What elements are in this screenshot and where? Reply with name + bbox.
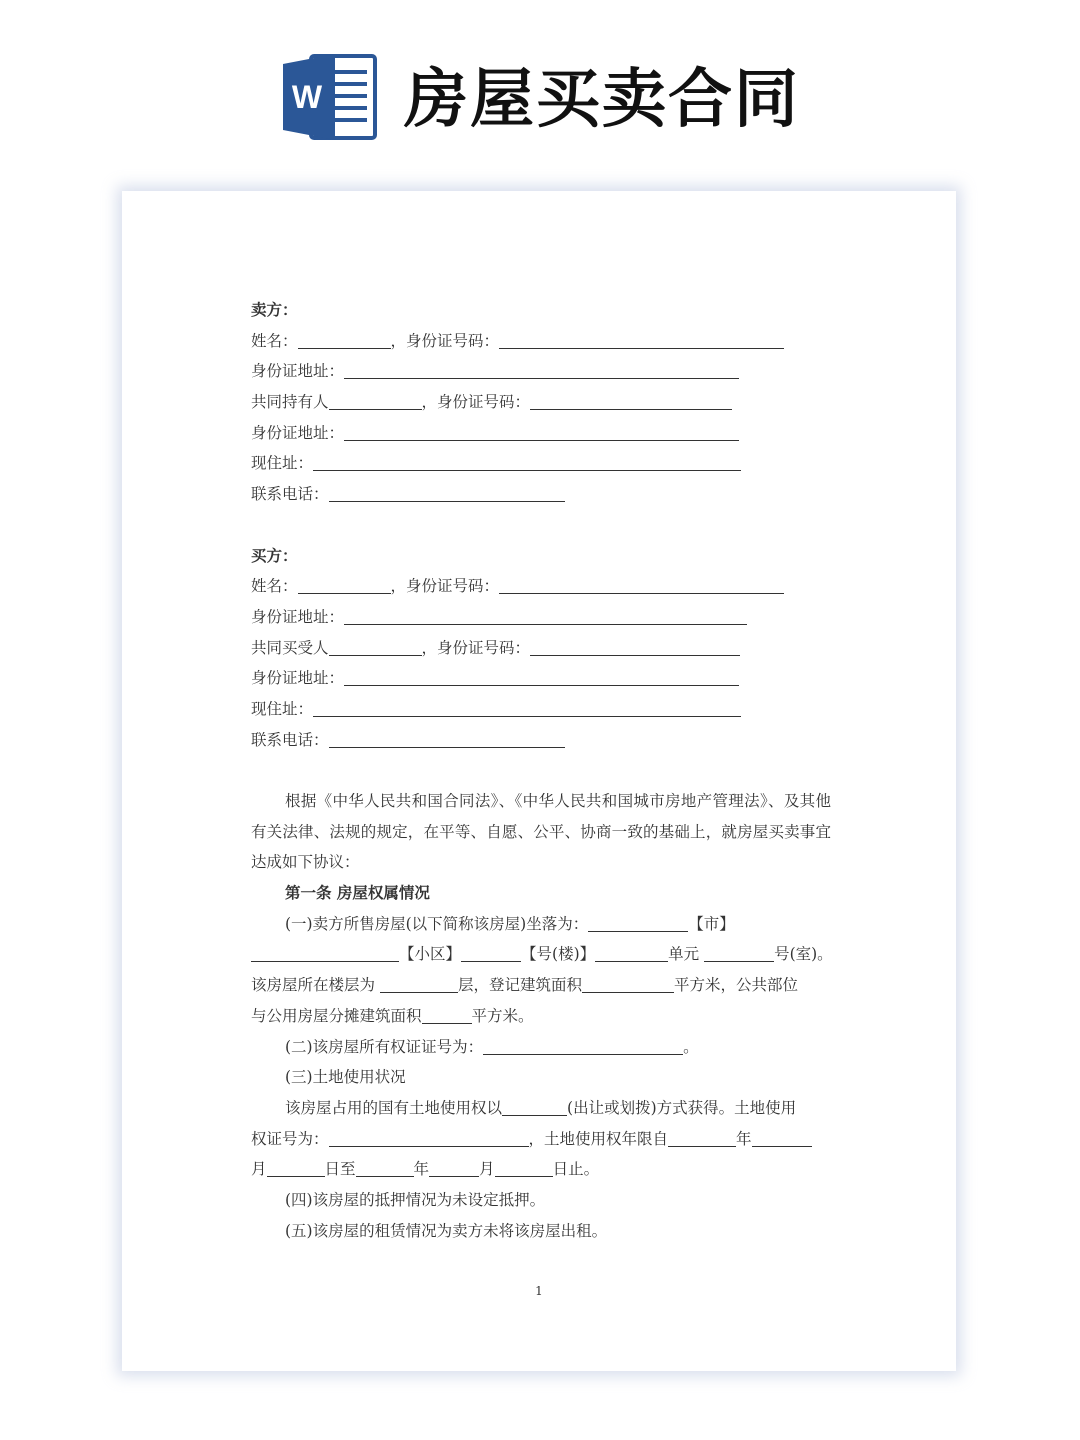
buyer-id-address-blank[interactable] <box>344 606 747 625</box>
buyer-heading: 买方： <box>251 545 298 565</box>
article1-item2-row <box>251 1032 831 1063</box>
seller-phone-label: 联系电话： <box>251 485 329 504</box>
buyer-id-address-row <box>251 602 831 633</box>
buyer-current-address-label: 现住址： <box>251 699 314 718</box>
document-page <box>122 191 956 1371</box>
seller-co-owner-blank[interactable] <box>329 391 422 410</box>
article1-item4-row: (四)该房屋的抵押情况为未设定抵押。 <box>285 1190 546 1209</box>
buyer-id-label: ，身份证号码： <box>390 577 500 596</box>
floor-suffix: 层，登记建筑面积 <box>457 976 582 995</box>
buyer-phone-blank[interactable] <box>329 729 565 748</box>
seller-co-id-address-row <box>251 418 831 449</box>
land-cert-label: 权证号为： <box>251 1129 329 1148</box>
item2-suffix: 。 <box>683 1037 699 1056</box>
buyer-id-address-label: 身份证地址： <box>251 607 345 626</box>
seller-phone-blank[interactable] <box>329 483 565 502</box>
unit-label: 单元 <box>668 945 700 964</box>
building-blank[interactable] <box>461 943 521 962</box>
article1-title: 第一条 房屋权属情况 <box>285 883 430 903</box>
buyer-co-id-label: ，身份证号码： <box>421 638 531 657</box>
district-blank[interactable] <box>251 943 399 962</box>
item2-prefix: (二)该房屋所有权证证号为： <box>285 1037 484 1056</box>
buyer-co-id-blank[interactable] <box>530 637 740 656</box>
article1-item5-row: (五)该房屋的租赁情况为卖方未将该房屋出租。 <box>285 1221 608 1240</box>
article1-land-cert-row <box>251 1124 831 1155</box>
seller-name-blank[interactable] <box>298 330 391 349</box>
land-cert-blank[interactable] <box>329 1128 529 1147</box>
unit-blank[interactable] <box>595 943 668 962</box>
seller-heading: 卖方： <box>251 300 298 319</box>
buyer-co-id-address-label: 身份证地址： <box>251 669 345 688</box>
seller-id-blank[interactable] <box>499 330 784 349</box>
seller-co-id-address-label: 身份证地址： <box>251 423 345 442</box>
seller-current-address-blank[interactable] <box>313 452 741 471</box>
buyer-co-buyer-blank[interactable] <box>329 637 422 656</box>
preamble-paragraph: 根据《中华人民共和国合同法》、《中华人民共和国城市房地产管理法》、及其他有关法律、法规的规定，在平等、自愿、公平、协商一致的基础上，就房屋买卖事宜达成如下协议： <box>251 792 831 872</box>
building-label: 【号(楼)】 <box>521 945 596 964</box>
end-month-label: 月 <box>479 1160 495 1179</box>
city-label: 【市】 <box>688 914 735 933</box>
item1-prefix: (一)卖方所售房屋(以下简称该房屋)坐落为： <box>285 914 589 933</box>
day-end-label: 日止。 <box>552 1160 600 1179</box>
seller-current-address-row <box>251 448 831 479</box>
seller-name-row <box>251 326 831 357</box>
city-blank[interactable] <box>588 913 688 932</box>
buyer-current-address-blank[interactable] <box>313 698 741 717</box>
start-day-blank[interactable] <box>267 1158 325 1177</box>
word-document-icon <box>283 52 377 142</box>
start-year-label: 年 <box>736 1129 752 1148</box>
room-label: 号(室)。 <box>774 945 833 964</box>
seller-name-label: 姓名： <box>251 331 298 350</box>
document-body <box>251 295 831 1246</box>
buyer-co-id-address-blank[interactable] <box>344 667 739 686</box>
article1-item1-row <box>251 909 831 940</box>
seller-id-address-blank[interactable] <box>344 360 739 379</box>
start-year-blank[interactable] <box>668 1128 736 1147</box>
buyer-phone-label: 联系电话： <box>251 730 329 749</box>
land-prefix: 该房屋占用的国有土地使用权以 <box>285 1098 503 1117</box>
area-suffix: 平方米，公共部位 <box>673 976 798 995</box>
buyer-co-id-address-row <box>251 663 831 694</box>
buyer-co-buyer-label: 共同买受人 <box>251 638 329 657</box>
buyer-co-buyer-row <box>251 633 831 664</box>
article1-shared-area-row <box>251 1001 831 1032</box>
buyer-phone-row <box>251 725 831 756</box>
seller-co-owner-label: 共同持有人 <box>251 393 329 412</box>
article1-floor-row <box>251 970 831 1001</box>
buyer-name-label: 姓名： <box>251 577 298 596</box>
end-year-label: 年 <box>413 1160 430 1179</box>
page-number: 1 <box>535 1284 543 1298</box>
end-year-blank[interactable] <box>356 1158 414 1177</box>
end-month-blank[interactable] <box>429 1158 479 1177</box>
article1-land-row <box>251 1093 831 1124</box>
header <box>0 40 1080 160</box>
end-day-blank[interactable] <box>495 1158 553 1177</box>
seller-phone-row <box>251 479 831 510</box>
land-term-label: ，土地使用权年限自 <box>528 1129 669 1148</box>
land-method-blank[interactable] <box>502 1097 567 1116</box>
start-month-blank[interactable] <box>752 1128 812 1147</box>
floor-prefix: 该房屋所在楼层为 <box>251 976 376 995</box>
seller-co-id-label: ，身份证号码： <box>421 393 531 412</box>
article1-location-row <box>251 939 831 970</box>
shared-area-blank[interactable] <box>422 1005 472 1024</box>
article1-item3-row: (三)土地使用状况 <box>285 1068 406 1087</box>
shared-prefix: 与公用房屋分摊建筑面积 <box>251 1006 422 1025</box>
buyer-id-blank[interactable] <box>499 575 784 594</box>
buyer-current-address-row <box>251 694 831 725</box>
seller-co-id-blank[interactable] <box>530 391 732 410</box>
floor-blank[interactable] <box>380 974 458 993</box>
district-label: 【小区】 <box>399 945 462 964</box>
start-month-label: 月 <box>251 1160 267 1179</box>
seller-current-address-label: 现住址： <box>251 454 314 473</box>
room-blank[interactable] <box>704 943 774 962</box>
seller-id-address-label: 身份证地址： <box>251 362 345 381</box>
seller-co-id-address-blank[interactable] <box>344 422 739 441</box>
article1-land-term-row <box>251 1154 831 1185</box>
land-mid: (出让或划拨)方式获得。土地使用 <box>567 1098 797 1117</box>
day-to-label: 日至 <box>324 1160 356 1179</box>
word-icon-letter: W <box>291 79 323 115</box>
certificate-blank[interactable] <box>483 1036 683 1055</box>
buyer-name-row <box>251 571 831 602</box>
seller-id-address-row <box>251 356 831 387</box>
page-title: 房屋买卖合同 <box>404 62 800 137</box>
buyer-name-blank[interactable] <box>298 575 391 594</box>
shared-suffix: 平方米。 <box>471 1006 534 1025</box>
seller-id-label: ，身份证号码： <box>390 331 500 350</box>
area-blank[interactable] <box>582 974 674 993</box>
seller-co-owner-row <box>251 387 831 418</box>
